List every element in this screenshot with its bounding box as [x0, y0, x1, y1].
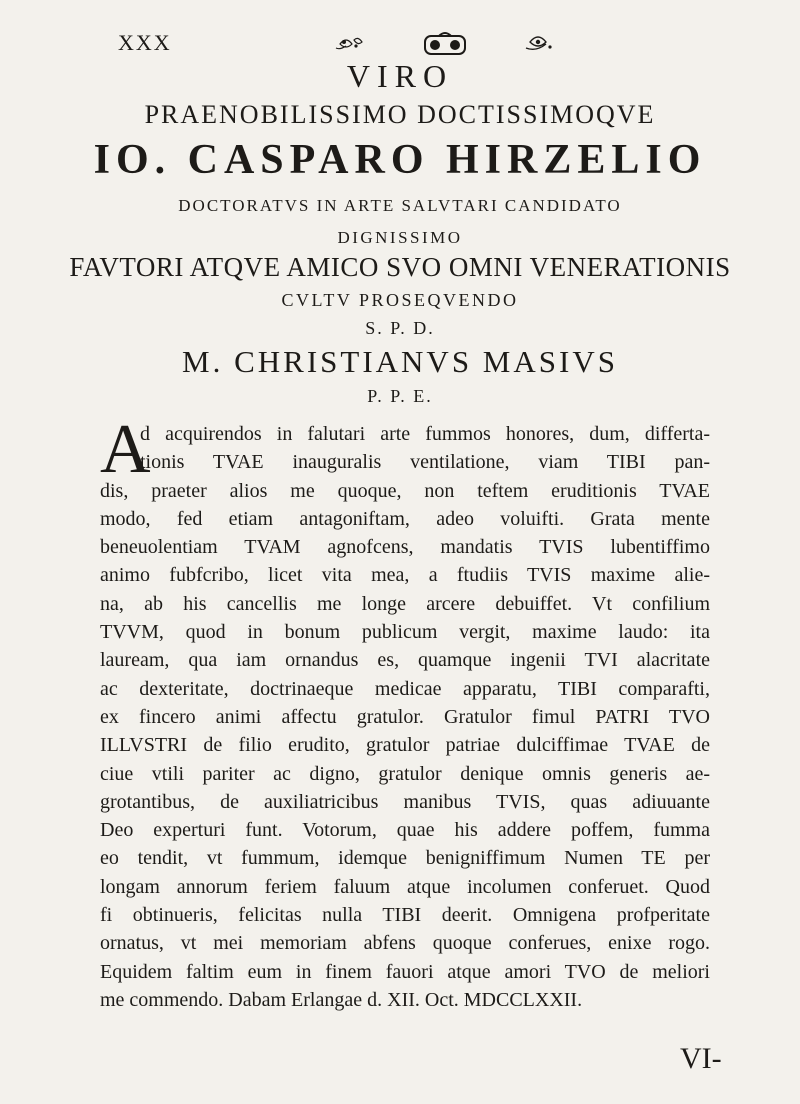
body-line: na, ab his cancellis me longe arcere debuiffet. Vt confilium: [100, 592, 710, 615]
heading-ppe: P. P. E.: [367, 386, 433, 406]
body-line: beneuolentiam TVAM agnofcens, mandatis TVIS lubentiffimo: [100, 536, 710, 559]
body-line: tionis TVAE inauguralis ventilatione, viam TIBI pan-: [140, 451, 710, 474]
drop-cap: A: [100, 411, 151, 488]
heading-fautori: FAVTORI ATQVE AMICO SVO OMNI VENERATIONIS: [69, 252, 731, 282]
body-line: ciue vtili pariter ac digno, gratulor denique omnis generis ae-: [100, 762, 710, 785]
heading-cultu: CVLTV PROSEQVENDO: [281, 290, 519, 310]
body-line: lauream, qua iam ornandus es, quamque ingenii TVI alacritate: [100, 649, 710, 672]
body-line: Deo experturi funt. Votorum, quae his addere poffem, fumma: [100, 819, 710, 842]
body-line: Equidem faltim eum in finem fauori atque amori TVO de meliori: [100, 960, 710, 983]
catchword: VI-: [680, 1042, 722, 1075]
body-line: longam annorum feriem faluum atque incolumen conferuet. Quod: [100, 875, 710, 898]
body-line: animo fubfcribo, licet vita mea, a ftudiis TVIS maxime alie-: [100, 564, 710, 587]
heading-praenobilissimo: PRAENOBILISSIMO DOCTISSIMOQVE: [144, 100, 656, 129]
page-number: XXX: [118, 30, 172, 55]
body-line: eo tendit, vt fummum, idemque benigniffimum Numen TE per: [100, 847, 710, 870]
body-line: ILLVSTRI de filio erudito, gratulor patriae dulciffimae TVAE de: [100, 734, 710, 757]
body-line: ex fincero animi affectu gratulor. Gratulor fimul PATRI TVO: [100, 705, 710, 728]
body-line: fi obtinueris, felicitas nulla TIBI deerit. Omnigena profperitate: [100, 904, 710, 927]
body-line: modo, fed etiam antagoniftam, adeo voluifti. Grata mente: [100, 507, 710, 530]
heading-spd: S. P. D.: [365, 318, 435, 338]
heading-viro: VIRO: [346, 58, 454, 94]
body-line: ornatus, vt mei memoriam abfens quoque conferues, enixe rogo.: [100, 932, 710, 955]
body-paragraph: [100, 411, 710, 1014]
body-line: TVVM, quod in bonum publicum vergit, maxime laudo: ita: [100, 621, 710, 644]
heading-dignissimo: DIGNISSIMO: [337, 228, 463, 247]
body-line: ac dexteritate, doctrinaeque medicae apparatu, TIBI comparafti,: [100, 677, 710, 700]
heading-author: M. CHRISTIANVS MASIVS: [182, 344, 618, 379]
body-line: me commendo. Dabam Erlangae d. XII. Oct. MDCCLXXII.: [100, 988, 583, 1011]
heading-doctoratus: DOCTORATVS IN ARTE SALVTARI CANDIDATO: [178, 196, 622, 215]
body-line: grotantibus, de auxiliatricibus manibus TVIS, quas adiuuante: [100, 790, 710, 813]
heading-honoree-name: IO. CASPARO HIRZELIO: [93, 137, 707, 183]
body-line: dis, praeter alios me quoque, non teftem eruditionis TVAE: [100, 479, 710, 502]
body-line: d acquirendos in falutari arte fummos honores, dum, differta-: [140, 423, 710, 445]
ornament-icon: [330, 30, 560, 56]
